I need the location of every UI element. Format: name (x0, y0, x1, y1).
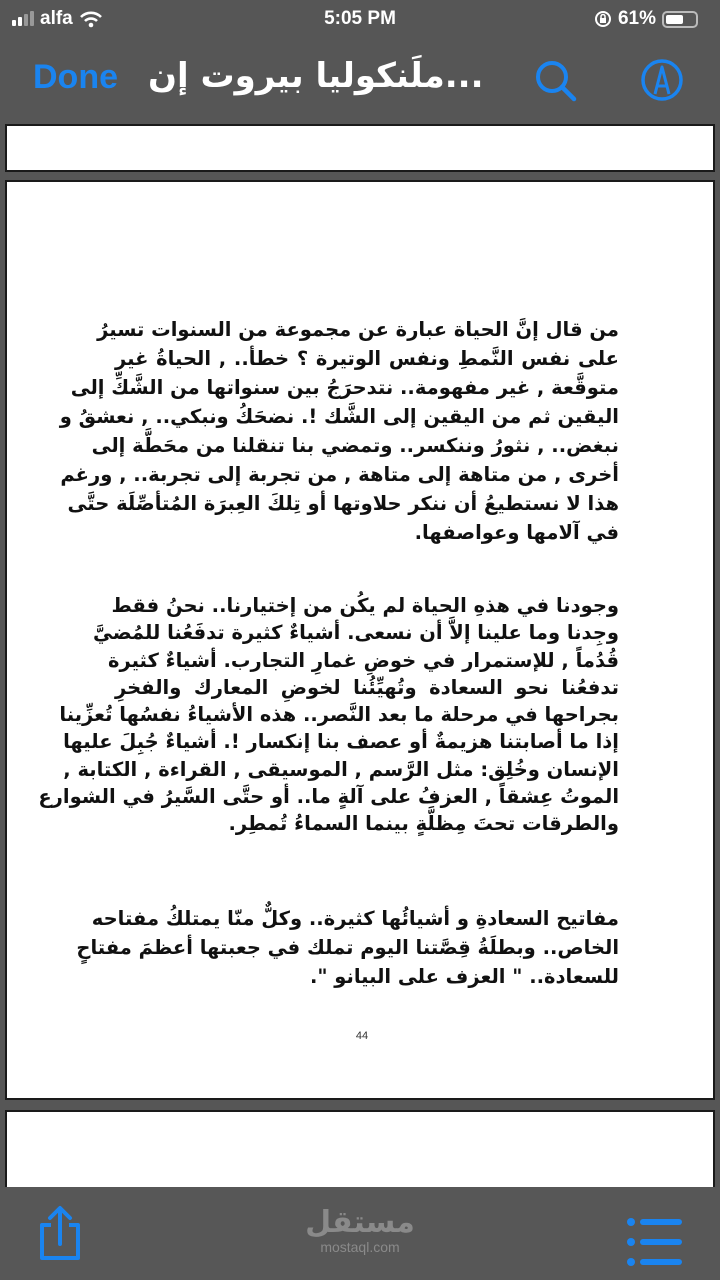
share-icon[interactable] (34, 1205, 86, 1263)
text-line: والطرقات تحتَ مِظلَّةٍ بينما السماءُ تُمطِر. (228, 812, 619, 836)
clock: 5:05 PM (324, 8, 396, 29)
text-line: تدفعُنا نحو السعادة وتُهيِّئُنا لخوضِ المعارك والفخرِ (115, 675, 619, 699)
text-line: من قال إنَّ الحياة عبارة عن مجموعة من السنوات تسيرُ (97, 318, 619, 341)
text-line: الموتُ عِشقاً , العزفُ على آلةٍ ما.. أو حتَّى السَّيرُ في الشوارع (38, 785, 619, 809)
text-line: متوقَّعة , غير مفهومة.. نتدحرَجُ بين سنواتها من الشَّكِّ إلى (70, 376, 619, 399)
page-number: 44 (355, 1030, 369, 1042)
paragraph-2 (38, 592, 619, 838)
watermark-url: mostaql.com (320, 1239, 400, 1255)
text-line: مفاتيح السعادةِ و أشيائُها كثيرة.. وكلٌّ منّا يمتلكُ مفتاحه (91, 907, 619, 930)
battery-percent: 61% (617, 8, 656, 29)
document-title: ملَنكوليا بيروت إن... (148, 56, 484, 96)
paragraph-3 (76, 904, 619, 991)
watermark-logo (300, 1207, 420, 1255)
battery-icon (662, 11, 698, 28)
text-line: أخرى , من متاهة إلى متاهة , من تجربة إلى تجربة.. , ورغم (60, 463, 619, 486)
text-line: على نفس النَّمطِ ونفس الوتيرة ؟ خطأ.. , الحياةُ غير (115, 347, 619, 370)
text-line: نبغض.. , نثورُ وننكسر.. وتمضي بنا تنقلنا من محَطَّة إلى (91, 434, 619, 457)
nav-bar (0, 48, 720, 112)
text-line: الخاص.. وبطلَةُ قِصَّتنا اليوم تملك في جعبتها أعظمَ مفتاحٍ (76, 936, 619, 959)
bottom-toolbar (0, 1187, 720, 1280)
text-line: قُدُماً , للإستمرار في خوضِ غمارِ التجارب. أشياءٌ كثيرة (107, 648, 619, 672)
carrier-name: alfa (40, 8, 73, 29)
previous-page (5, 124, 715, 172)
status-bar (0, 0, 720, 40)
rotation-lock-icon (594, 10, 612, 28)
text-line: اليقين ثم من اليقين إلى الشَّك !. نضحَكُ ونبكي.. , نعشقُ و (59, 405, 619, 428)
text-line: وجودنا في هذهِ الحياة لم يكُن من إختيارنا.. نحنُ فقط (111, 594, 619, 617)
text-line: وجِدنا وما علينا إلاَّ أن نسعى. أشياءٌ كثيرة تدفَعُنا للمُضيَّ (92, 621, 619, 645)
pdf-page (5, 180, 715, 1100)
paragraph-1 (59, 315, 619, 547)
text-line: الإنسان وخُلِق: مثل الرَّسم , الموسيقى , القراءة , الكتابة , (63, 757, 619, 781)
search-icon[interactable] (533, 58, 579, 104)
text-line: للسعادة.. " العزف على البيانو ". (309, 965, 619, 988)
text-line: إذا ما أصابتنا هزيمةٌ أو عصف بنا إنكسار !. أشياءٌ جُبِلَ عليها (63, 730, 619, 754)
markup-icon[interactable] (640, 58, 684, 102)
status-right (594, 8, 698, 30)
done-button[interactable]: Done (33, 58, 118, 96)
text-line: هذا لا نستطيعُ أن ننكر حلاوتها أو تِلكَ العِبرَة المُتأصِّلَة حتَّى (67, 492, 619, 515)
watermark-arabic: مستقل (305, 1205, 415, 1240)
text-line: بجراحها في مرحلة ما بعد النَّصر.. هذه الأشياءُ نفسُها تُعزِّينا (59, 703, 619, 727)
list-icon[interactable] (626, 1217, 686, 1267)
text-line: في آلامها وعواصفها. (414, 521, 619, 544)
